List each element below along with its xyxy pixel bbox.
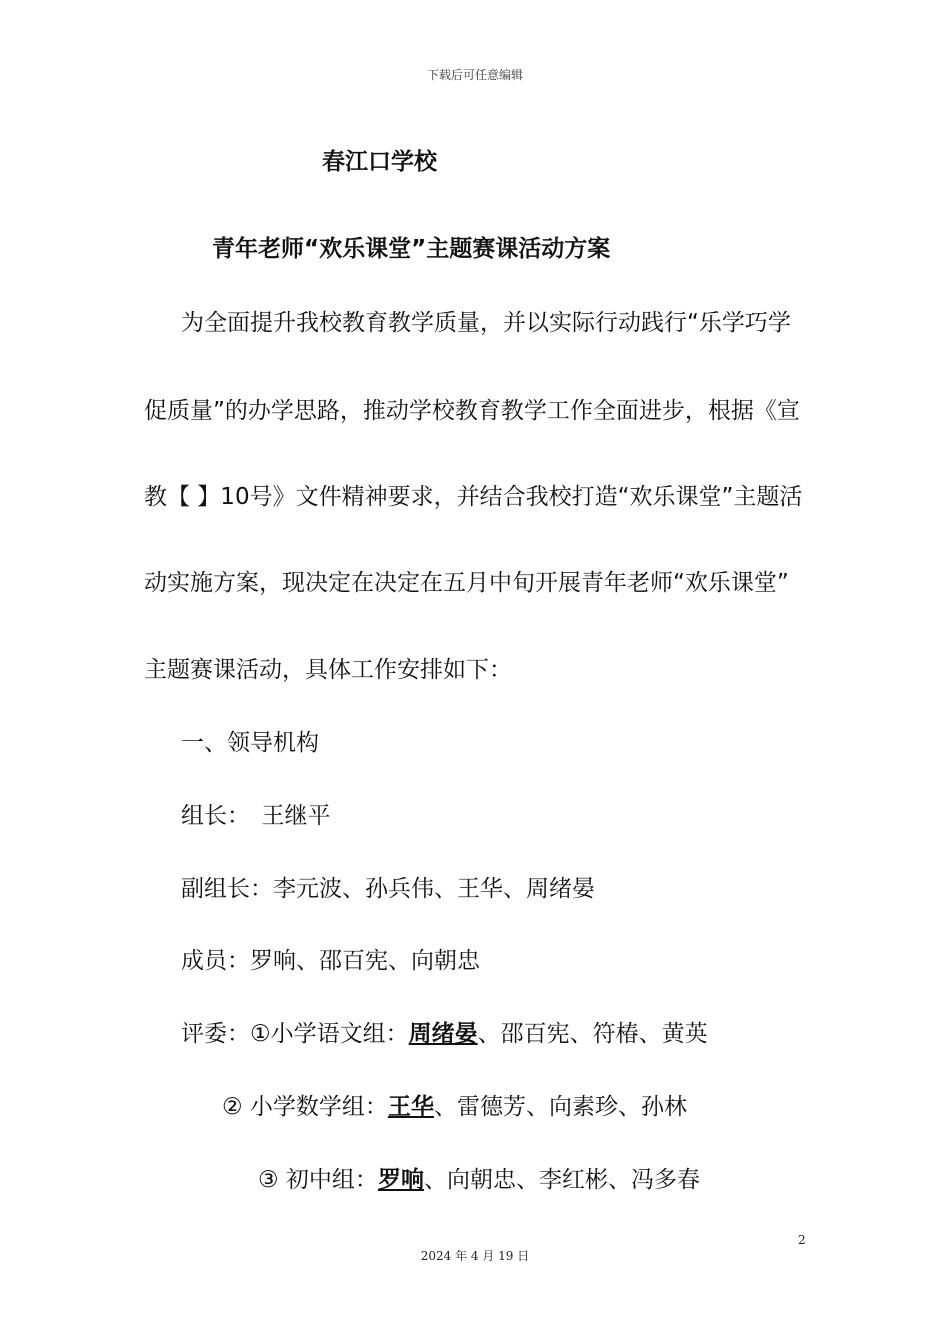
members-line: 成员：罗响、邵百宪、向朝忠 bbox=[181, 948, 480, 974]
deputy-line: 副组长：李元波、孙兵伟、王华、周绪晏 bbox=[181, 876, 595, 902]
judges-group-3-head: 罗响 bbox=[377, 1167, 424, 1193]
judges-group-1-head: 周绪晏 bbox=[408, 1021, 478, 1047]
judges-group-1-label: 评委：①小学语文组： bbox=[181, 1021, 409, 1047]
judges-group-3-rest: 、向朝忠、李红彬、冯多春 bbox=[423, 1167, 700, 1193]
header-note: 下载后可任意编辑 bbox=[426, 68, 523, 82]
document-subtitle: 青年老师“欢乐课堂”主题赛课活动方案 bbox=[212, 236, 611, 262]
judges-group-3-label: ③ 初中组： bbox=[258, 1167, 378, 1193]
section-heading: 一、领导机构 bbox=[181, 730, 319, 756]
judges-group-1-rest: 、邵百宪、符椿、黄英 bbox=[477, 1021, 708, 1047]
judges-group-2 bbox=[222, 1092, 687, 1122]
intro-line-5: 主题赛课活动，具体工作安排如下： bbox=[144, 657, 512, 683]
leader-line: 组长： 王继平 bbox=[181, 803, 331, 829]
intro-line-4: 动实施方案，现决定在决定在五月中旬开展青年老师“欢乐课堂” bbox=[144, 570, 789, 596]
intro-line-3: 教【 】10号》文件精神要求，并结合我校打造“欢乐课堂”主题活 bbox=[144, 484, 803, 510]
judges-group-3 bbox=[258, 1165, 700, 1195]
footer-date: 2024 年 4 月 19 日 bbox=[420, 1249, 530, 1263]
judges-group-2-rest: 、雷德芳、向素珍、孙林 bbox=[433, 1094, 687, 1120]
intro-line-1: 为全面提升我校教育教学质量，并以实际行动践行“乐学巧学 bbox=[181, 310, 791, 336]
document-title: 春江口学校 bbox=[322, 149, 437, 175]
judges-group-1 bbox=[181, 1019, 708, 1049]
judges-group-2-head: 王华 bbox=[387, 1094, 434, 1120]
page-number: 2 bbox=[798, 1233, 806, 1247]
judges-group-2-label: ② 小学数学组： bbox=[222, 1094, 388, 1120]
intro-line-2: 促质量”的办学思路，推动学校教育教学工作全面进步，根据《宣 bbox=[144, 398, 800, 424]
